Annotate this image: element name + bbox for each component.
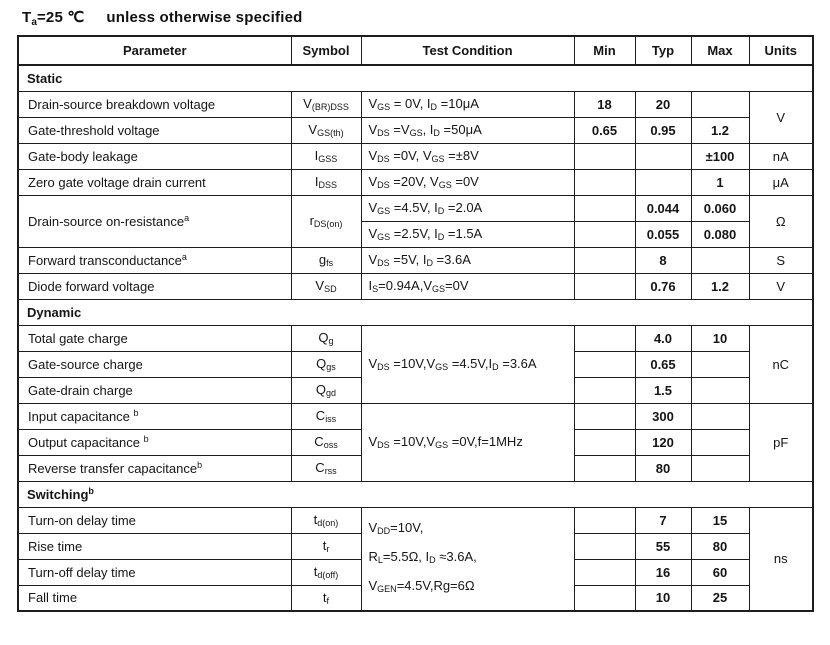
cell-min [574,429,635,455]
cell-typ: 120 [635,429,691,455]
cell-max: ±100 [691,143,749,169]
cell-param: Drain-source on-resistance$^a$ [18,195,291,247]
cell-unit: nC [749,325,813,403]
cell-sym: $t_{d(on)}$ [291,507,361,533]
cell-cond: $I_S=0.94A,V_{GS}=0V$ [361,273,574,299]
cell-param: Rise time [18,533,291,559]
cell-max: 0.060 [691,195,749,221]
table-row [18,143,813,169]
cell-sym: $Q_{gs}$ [291,351,361,377]
cell-param: Output capacitance $^b$ [18,429,291,455]
cell-unit: Ω [749,195,813,247]
cell-max: 1 [691,169,749,195]
cell-min [574,455,635,481]
table-row [18,507,813,533]
cell-max [691,429,749,455]
cell-param: Turn-off delay time [18,559,291,585]
cell-min [574,273,635,299]
cell-unit: nA [749,143,813,169]
cell-max: 60 [691,559,749,585]
cell-sym: $I_{DSS}$ [291,169,361,195]
cell-typ: 0.055 [635,221,691,247]
cell-sym: $V_{GS(th)}$ [291,117,361,143]
header-symbol: Symbol [291,36,361,65]
table-row [18,247,813,273]
cell-param: Input capacitance $^b$ [18,403,291,429]
cell-param: Total gate charge [18,325,291,351]
cell-max [691,247,749,273]
cell-min [574,507,635,533]
cell-min [574,403,635,429]
cell-cond: $V_{DS} =10V,V_{GS} =0V,f=1MHz$ [361,403,574,481]
cell-cond: $V_{DS} =20V$, $V_{GS} =0V$ [361,169,574,195]
cell-min [574,585,635,611]
cell-sym: $Q_g$ [291,325,361,351]
page-title [22,8,830,28]
header-units: Units [749,36,813,65]
cell-sym: $C_{oss}$ [291,429,361,455]
cell-cond: $V_{DS} =V_{GS}$, $I_D =50\mu A$ [361,117,574,143]
spec-table-body [18,65,813,611]
cell-unit: V [749,273,813,299]
cell-min [574,169,635,195]
cell-param: Drain-source breakdown voltage [18,91,291,117]
header-typ: Typ [635,36,691,65]
cell-sym: $V_{(BR)DSS}$ [291,91,361,117]
cell-param: Gate-threshold voltage [18,117,291,143]
cell-max [691,351,749,377]
cell-min [574,377,635,403]
title-temperature: $T_a=25$ ℃ [22,9,85,28]
cell-min [574,143,635,169]
cell-typ: 16 [635,559,691,585]
header-min: Min [574,36,635,65]
cell-max: 1.2 [691,273,749,299]
cell-sym: $t_r$ [291,533,361,559]
table-row [18,273,813,299]
cell-unit: V [749,91,813,143]
cell-min [574,195,635,221]
cell-typ: 8 [635,247,691,273]
cell-typ: 55 [635,533,691,559]
cell-sym: $I_{GSS}$ [291,143,361,169]
cell-max [691,455,749,481]
cell-typ: 80 [635,455,691,481]
cell-unit: ns [749,507,813,611]
cell-sym: $Q_{gd}$ [291,377,361,403]
cell-cond: $V_{DS} =10V,V_{GS} =4.5V,I_D =3.6A$ [361,325,574,403]
spec-table [17,35,814,612]
cell-typ: 0.65 [635,351,691,377]
cell-cond: $V_{DD}=10V$, $R_L=5.5\Omega$, $I_D \approx 3.6A$, $V_{GEN}=4.5V,Rg=6\Omega$ [361,507,574,611]
cell-typ: 20 [635,91,691,117]
cell-max: 10 [691,325,749,351]
cell-typ: 1.5 [635,377,691,403]
header-test-condition: Test Condition [361,36,574,65]
header-parameter: Parameter [18,36,291,65]
cell-min [574,221,635,247]
section-row [18,299,813,325]
cell-sym: $V_{SD}$ [291,273,361,299]
cell-cond: $V_{GS} =4.5V$, $I_D =2.0A$ [361,195,574,221]
cell-typ: 0.76 [635,273,691,299]
cell-max: 15 [691,507,749,533]
cell-sym: $g_{fs}$ [291,247,361,273]
cell-typ [635,143,691,169]
cell-cond: $V_{DS} =5V$, $I_D =3.6A$ [361,247,574,273]
table-row [18,91,813,117]
cell-min [574,247,635,273]
cell-sym: $C_{rss}$ [291,455,361,481]
cell-param: Gate-body leakage [18,143,291,169]
cell-param: Zero gate voltage drain current [18,169,291,195]
cell-min: 18 [574,91,635,117]
section-row [18,481,813,507]
cell-min [574,325,635,351]
cell-unit: S [749,247,813,273]
cell-max: 25 [691,585,749,611]
cell-param: Diode forward voltage [18,273,291,299]
cell-typ: 7 [635,507,691,533]
cell-max: 80 [691,533,749,559]
section-label: Static [18,65,813,91]
cell-param: Gate-drain charge [18,377,291,403]
section-row [18,65,813,91]
cell-cond: $V_{GS} =2.5V$, $I_D =1.5A$ [361,221,574,247]
cell-typ [635,169,691,195]
cell-typ: 0.044 [635,195,691,221]
table-row [18,169,813,195]
cell-sym: $C_{iss}$ [291,403,361,429]
cell-param: Reverse transfer capacitance$^b$ [18,455,291,481]
table-row [18,403,813,429]
cell-param: Fall time [18,585,291,611]
cell-max [691,377,749,403]
cell-typ: 10 [635,585,691,611]
cell-max: 1.2 [691,117,749,143]
cell-sym: $r_{DS(on)}$ [291,195,361,247]
header-row [18,36,813,65]
cell-min: 0.65 [574,117,635,143]
cell-min [574,351,635,377]
cell-unit: pF [749,403,813,481]
cell-max [691,91,749,117]
cell-min [574,533,635,559]
cell-max: 0.080 [691,221,749,247]
section-label: Dynamic [18,299,813,325]
cell-unit: μA [749,169,813,195]
cell-max [691,403,749,429]
cell-sym: $t_f$ [291,585,361,611]
title-note: unless otherwise specified [106,9,303,26]
section-label: Switching$^b$ [18,481,813,507]
table-row [18,325,813,351]
cell-param: Forward transconductance$^a$ [18,247,291,273]
table-row [18,195,813,221]
cell-sym: $t_{d(off)}$ [291,559,361,585]
cell-typ: 0.95 [635,117,691,143]
cell-cond: $V_{GS} = 0V$, $I_D =10\mu A$ [361,91,574,117]
cell-cond: $V_{DS} =0V$, $V_{GS} =\pm 8V$ [361,143,574,169]
cell-min [574,559,635,585]
cell-typ: 300 [635,403,691,429]
table-row [18,117,813,143]
cell-typ: 4.0 [635,325,691,351]
cell-param: Turn-on delay time [18,507,291,533]
cell-param: Gate-source charge [18,351,291,377]
header-max: Max [691,36,749,65]
